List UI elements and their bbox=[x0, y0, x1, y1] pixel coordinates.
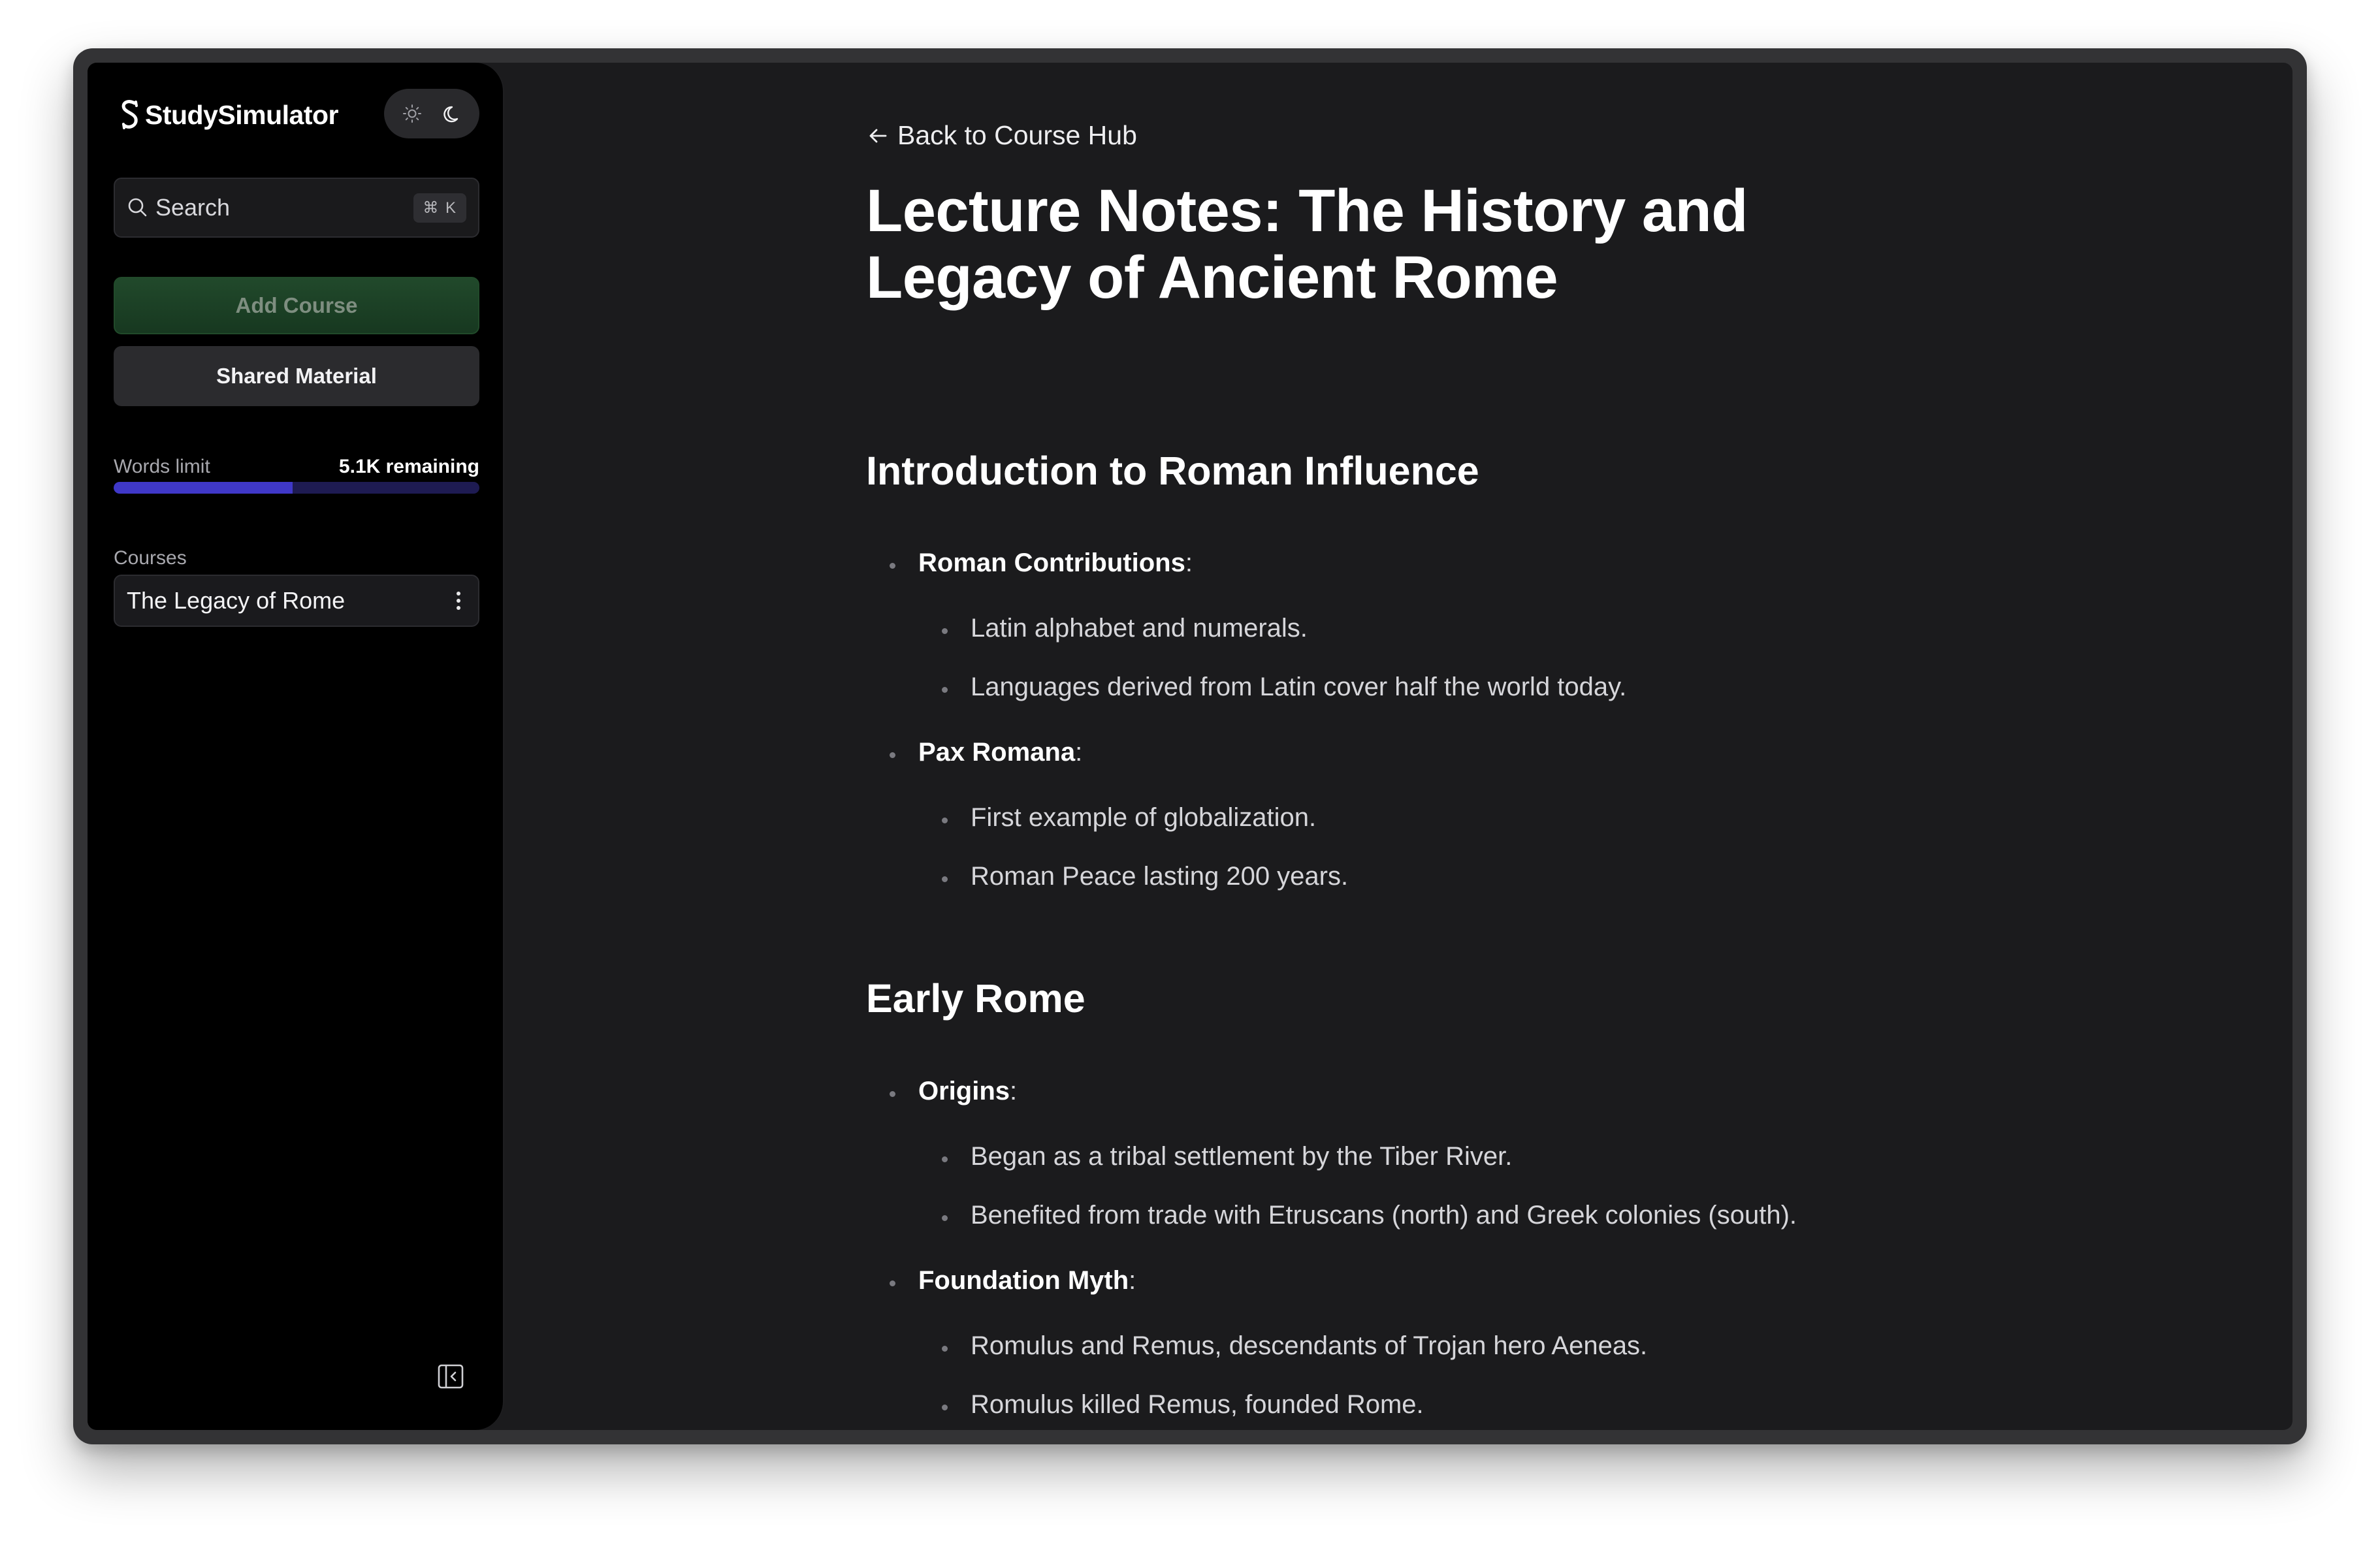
studysimulator-logo-icon bbox=[119, 98, 141, 132]
courses-heading: Courses bbox=[114, 547, 187, 569]
item-colon: : bbox=[1010, 1077, 1018, 1105]
item-colon: : bbox=[1075, 738, 1083, 767]
bullet-dot bbox=[890, 752, 895, 758]
brand[interactable] bbox=[119, 98, 338, 132]
list-subitem: Romulus killed Remus, founded Rome. bbox=[971, 1390, 1424, 1419]
back-to-course-hub-link[interactable] bbox=[866, 120, 1137, 151]
list-subitem: Began as a tribal settlement by the Tiber River. bbox=[971, 1142, 1513, 1171]
bullet-dot bbox=[942, 687, 948, 693]
list-subitem: First example of globalization. bbox=[971, 803, 1317, 832]
bullet-dot bbox=[890, 1091, 895, 1097]
item-label: Foundation Myth bbox=[918, 1266, 1129, 1295]
theme-toggle[interactable] bbox=[384, 89, 479, 138]
bullet-dot bbox=[942, 1405, 948, 1410]
item-label: Origins bbox=[918, 1077, 1010, 1105]
shared-material-button[interactable]: Shared Material bbox=[114, 346, 479, 406]
list-subitem: Romulus and Remus, descendants of Trojan hero Aeneas. bbox=[971, 1331, 1648, 1360]
words-limit-label: Words limit bbox=[114, 456, 210, 477]
moon-icon[interactable] bbox=[442, 103, 462, 124]
bullet-dot bbox=[942, 876, 948, 882]
words-remaining: 5.1K remaining bbox=[338, 456, 479, 477]
bullet-dot bbox=[942, 1156, 948, 1162]
list-item bbox=[918, 738, 1082, 767]
more-options-icon[interactable] bbox=[451, 588, 466, 614]
item-colon: : bbox=[1185, 548, 1193, 577]
list-subitem: Roman Peace lasting 200 years. bbox=[971, 862, 1349, 891]
app-window bbox=[88, 63, 2292, 1430]
words-limit-progress-fill bbox=[114, 482, 293, 494]
bullet-dot bbox=[942, 1346, 948, 1352]
page-title: Lecture Notes: The History and Legacy of Ancient Rome bbox=[866, 178, 1748, 311]
section-title: Introduction to Roman Influence bbox=[866, 449, 1479, 493]
bullet-dot bbox=[942, 818, 948, 823]
list-item bbox=[918, 1077, 1017, 1106]
add-course-button[interactable]: Add Course bbox=[114, 277, 479, 334]
item-colon: : bbox=[1129, 1266, 1136, 1295]
arrow-left-icon bbox=[866, 124, 890, 148]
item-label: Roman Contributions bbox=[918, 548, 1185, 577]
list-subitem: Languages derived from Latin cover half the world today. bbox=[971, 673, 1627, 701]
search-input[interactable] bbox=[114, 178, 479, 238]
back-link-label: Back to Course Hub bbox=[897, 120, 1137, 150]
bullet-dot bbox=[942, 628, 948, 634]
words-limit-row bbox=[114, 456, 479, 478]
search-shortcut-badge: ⌘ K bbox=[413, 193, 466, 223]
brand-name: StudySimulator bbox=[145, 99, 338, 130]
search-placeholder: Search bbox=[155, 194, 231, 221]
sidebar bbox=[88, 63, 504, 1430]
list-item bbox=[918, 1266, 1136, 1295]
bullet-dot bbox=[890, 563, 895, 569]
list-item bbox=[918, 548, 1193, 578]
bullet-dot bbox=[942, 1215, 948, 1221]
section-title: Early Rome bbox=[866, 976, 1085, 1021]
course-name: The Legacy of Rome bbox=[127, 587, 346, 614]
list-subitem: Latin alphabet and numerals. bbox=[971, 614, 1308, 643]
course-item-the-legacy-of-rome[interactable] bbox=[114, 575, 479, 627]
collapse-sidebar-icon[interactable] bbox=[436, 1362, 465, 1391]
list-subitem: Benefited from trade with Etruscans (north) and Greek colonies (south). bbox=[971, 1201, 1797, 1230]
device-frame bbox=[73, 48, 2307, 1444]
sun-icon[interactable] bbox=[402, 103, 423, 124]
words-limit-progress-bar bbox=[114, 482, 479, 494]
bullet-dot bbox=[890, 1280, 895, 1286]
search-icon bbox=[127, 197, 149, 219]
item-label: Pax Romana bbox=[918, 738, 1076, 767]
